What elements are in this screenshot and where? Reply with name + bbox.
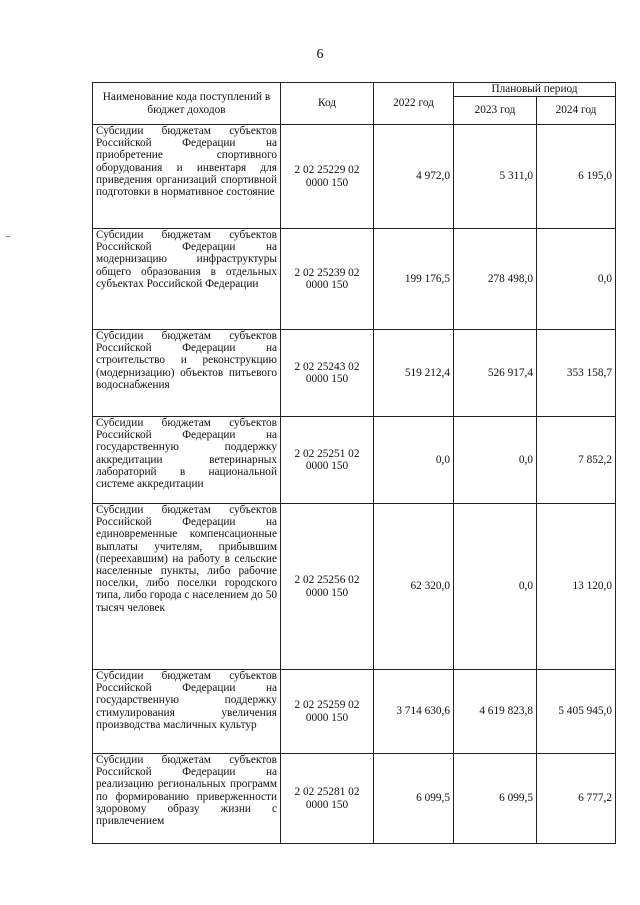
- row-value-2023: 526 917,4: [454, 330, 537, 417]
- table-row: [93, 417, 616, 504]
- scan-mark: [6, 236, 10, 237]
- header-code: Код: [281, 83, 374, 125]
- row-value-2023: 0,0: [454, 504, 537, 670]
- row-value-2024: 13 120,0: [537, 504, 616, 670]
- header-planned-period: Плановый период: [454, 83, 616, 97]
- table-row: [93, 504, 616, 670]
- row-value-2022: 6 099,5: [374, 754, 454, 844]
- row-value-2023: 0,0: [454, 417, 537, 504]
- row-value-2022: 199 176,5: [374, 229, 454, 330]
- table-row: [93, 754, 616, 844]
- row-value-2023: 6 099,5: [454, 754, 537, 844]
- row-value-2023: 5 311,0: [454, 125, 537, 229]
- header-2023: 2023 год: [454, 97, 537, 125]
- row-code: 2 02 25256 02 0000 150: [281, 504, 374, 670]
- row-name: Субсидии бюджетам субъектов Российской Федерации на приобретение спортивного оборудования и инвентаря для приведения организаций спортивной подготовки в нормативное состояние: [93, 125, 281, 229]
- table-row: [93, 125, 616, 229]
- row-value-2022: 3 714 630,6: [374, 670, 454, 754]
- row-name: Субсидии бюджетам субъектов Российской Федерации на реализацию региональных программ по формированию приверженности здоровому образу жизни с привлечением: [93, 754, 281, 844]
- page-number: 6: [316, 47, 324, 62]
- header-name: Наименование кода поступлений в бюджет доходов: [93, 83, 281, 125]
- row-value-2024: 7 852,2: [537, 417, 616, 504]
- row-value-2022: 0,0: [374, 417, 454, 504]
- row-name: Субсидии бюджетам субъектов Российской Федерации на модернизацию инфраструктуры общего образования в отдельных субъектах Российской Федерации: [93, 229, 281, 330]
- row-value-2023: 4 619 823,8: [454, 670, 537, 754]
- revenue-table: [92, 82, 616, 844]
- row-code: 2 02 25251 02 0000 150: [281, 417, 374, 504]
- row-value-2022: 62 320,0: [374, 504, 454, 670]
- row-code: 2 02 25281 02 0000 150: [281, 754, 374, 844]
- row-value-2023: 278 498,0: [454, 229, 537, 330]
- header-2022: 2022 год: [374, 83, 454, 125]
- row-value-2024: 0,0: [537, 229, 616, 330]
- row-value-2024: 6 777,2: [537, 754, 616, 844]
- row-code: 2 02 25239 02 0000 150: [281, 229, 374, 330]
- row-code: 2 02 25259 02 0000 150: [281, 670, 374, 754]
- row-code: 2 02 25229 02 0000 150: [281, 125, 374, 229]
- row-value-2024: 353 158,7: [537, 330, 616, 417]
- row-name: Субсидии бюджетам субъектов Российской Федерации на государственную поддержку стимулирования увеличения производства масличных культур: [93, 670, 281, 754]
- table-row: [93, 670, 616, 754]
- row-name: Субсидии бюджетам субъектов Российской Федерации на строительство и реконструкцию (модернизацию) объектов питьевого водоснабжения: [93, 330, 281, 417]
- row-name: Субсидии бюджетам субъектов Российской Федерации на единовременные компенсационные выплаты учителям, прибывшим (переехавшим) на работу в сельские населенные пункты, либо рабочие поселки, либо поселки городского типа, либо города с населением до 50 тысяч человек: [93, 504, 281, 670]
- header-2024: 2024 год: [537, 97, 616, 125]
- row-value-2022: 519 212,4: [374, 330, 454, 417]
- table-row: [93, 229, 616, 330]
- row-value-2024: 6 195,0: [537, 125, 616, 229]
- row-value-2022: 4 972,0: [374, 125, 454, 229]
- row-value-2024: 5 405 945,0: [537, 670, 616, 754]
- row-name: Субсидии бюджетам субъектов Российской Федерации на государственную поддержку аккредитации ветеринарных лабораторий в национальной системе аккредитации: [93, 417, 281, 504]
- row-code: 2 02 25243 02 0000 150: [281, 330, 374, 417]
- table-row: [93, 330, 616, 417]
